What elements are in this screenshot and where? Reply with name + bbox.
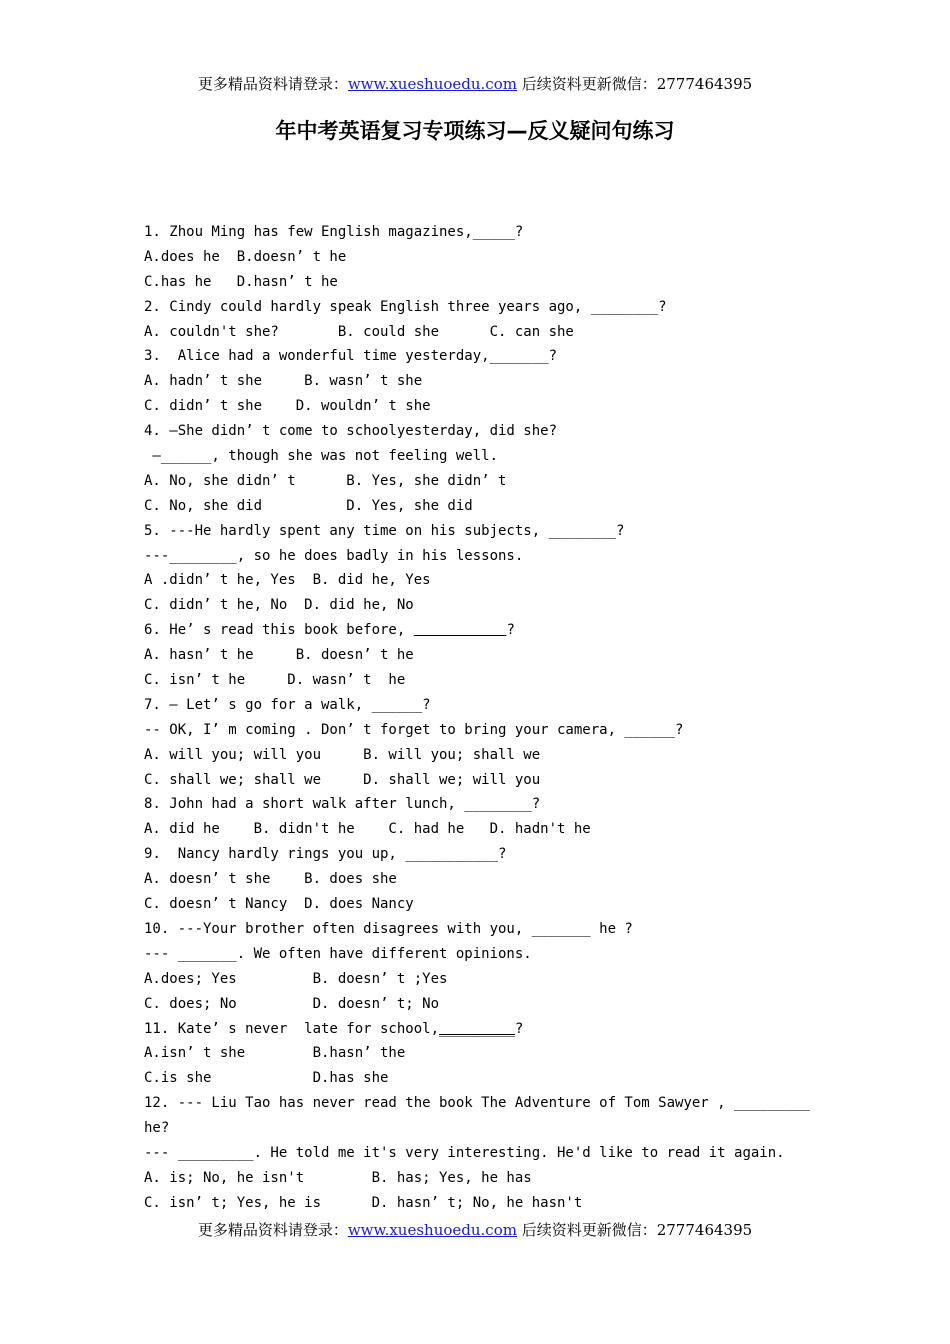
question-line	[144, 245, 814, 270]
question-line	[144, 220, 814, 245]
page-header	[0, 74, 950, 94]
footer-prefix: 更多精品资料请登录：	[197, 1221, 348, 1239]
line-text: C. isn’ t; Yes, he is D. hasn’ t; No, he hasn't	[144, 1194, 583, 1211]
line-text: --- _______. We often have different opinions.	[144, 945, 532, 962]
line-text: 9. Nancy hardly rings you up, ___________?	[144, 846, 507, 863]
question-line	[144, 344, 814, 369]
header-prefix: 更多精品资料请登录：	[197, 75, 348, 93]
line-text: C. didn’ t she D. wouldn’ t she	[144, 398, 431, 415]
page-footer	[0, 1220, 950, 1240]
question-line	[144, 792, 814, 817]
question-line	[144, 369, 814, 394]
question-line	[144, 768, 814, 793]
line-text: A.does; Yes B. doesn’ t ;Yes	[144, 970, 448, 987]
line-text: C. shall we; shall we D. shall we; will you	[144, 771, 541, 788]
line-text-end: ?	[514, 1020, 524, 1037]
footer-url-link[interactable]: www.xueshuoedu.com	[347, 1221, 517, 1239]
question-line	[144, 668, 814, 693]
question-line	[144, 1116, 814, 1141]
line-text: C. No, she did D. Yes, she did	[144, 497, 473, 514]
question-line	[144, 892, 814, 917]
line-text: A. hasn’ t he B. doesn’ t he	[144, 647, 414, 664]
question-list	[144, 220, 814, 1216]
line-text: A. hadn’ t she B. wasn’ t she	[144, 373, 423, 390]
line-text: A.isn’ t she B.hasn’ the	[144, 1045, 406, 1062]
question-line	[144, 270, 814, 295]
line-text: C. does; No D. doesn’ t; No	[144, 995, 440, 1012]
line-text: 10. ---Your brother often disagrees with you, _______ he ?	[144, 920, 633, 937]
question-line	[144, 718, 814, 743]
question-line	[144, 1041, 814, 1066]
question-line	[144, 593, 814, 618]
question-line	[144, 394, 814, 419]
line-text: ---________, so he does badly in his lessons.	[144, 547, 524, 564]
question-line	[144, 992, 814, 1017]
question-line	[144, 618, 814, 643]
question-line	[144, 419, 814, 444]
line-text: C. isn’ t he D. wasn’ t he	[144, 672, 406, 689]
line-text: A. No, she didn’ t B. Yes, she didn’ t	[144, 472, 507, 489]
question-line	[144, 693, 814, 718]
line-text: A .didn’ t he, Yes B. did he, Yes	[144, 572, 431, 589]
question-line	[144, 519, 814, 544]
line-text: 1. Zhou Ming has few English magazines,_____?	[144, 224, 524, 240]
line-text: he?	[144, 1120, 170, 1137]
line-text: C.is she D.has she	[144, 1070, 389, 1087]
question-line	[144, 568, 814, 593]
footer-suffix: 后续资料更新微信：2777464395	[516, 1221, 753, 1239]
line-text: A. couldn't she? B. could she C. can she	[144, 323, 574, 340]
line-text: C. didn’ t he, No D. did he, No	[144, 597, 414, 614]
question-line	[144, 469, 814, 494]
line-text-end: ?	[506, 622, 515, 639]
question-line	[144, 1141, 814, 1166]
document-title: 年中考英语复习专项练习—反义疑问句练习	[275, 119, 675, 143]
question-line	[144, 295, 814, 320]
question-line	[144, 643, 814, 668]
question-line	[144, 1017, 814, 1042]
question-line	[144, 544, 814, 569]
line-text: 4. –She didn’ t come to schoolyesterday, did she?	[144, 423, 558, 440]
line-text: 2. Cindy could hardly speak English three years ago, ________?	[144, 298, 667, 315]
question-line	[144, 867, 814, 892]
line-text: 8. John had a short walk after lunch, ________?	[144, 796, 541, 813]
line-text: 3. Alice had a wonderful time yesterday,_______?	[144, 348, 558, 365]
header-suffix: 后续资料更新微信：2777464395	[516, 75, 753, 93]
question-line	[144, 1166, 814, 1191]
answer-blank: _________	[439, 1020, 515, 1037]
question-line	[144, 942, 814, 967]
line-text: C.has he D.hasn’ t he	[144, 273, 338, 290]
line-text: --- _________. He told me it's very interesting. He'd like to read it again.	[144, 1144, 785, 1161]
line-text: A. is; No, he isn't B. has; Yes, he has	[144, 1169, 532, 1186]
question-line	[144, 1066, 814, 1091]
line-text: 6. He’ s read this book before,	[144, 622, 414, 639]
line-text: A. doesn’ t she B. does she	[144, 871, 397, 888]
answer-blank	[414, 622, 507, 638]
line-text: A. will you; will you B. will you; shall we	[144, 746, 541, 763]
line-text: A. did he B. didn't he C. had he D. hadn't he	[144, 821, 591, 838]
question-line	[144, 494, 814, 519]
question-line	[144, 444, 814, 469]
line-text: 12. --- Liu Tao has never read the book The Adventure of Tom Sawyer , _________	[144, 1095, 810, 1112]
line-text: –______, though she was not feeling well.	[144, 448, 499, 465]
question-line	[144, 917, 814, 942]
question-line	[144, 1091, 814, 1116]
line-text: -- OK, I’ m coming . Don’ t forget to bring your camera, ______?	[144, 721, 684, 738]
line-text: 5. ---He hardly spent any time on his subjects, ________?	[144, 522, 625, 539]
question-line	[144, 967, 814, 992]
question-line	[144, 1191, 814, 1216]
question-line	[144, 743, 814, 768]
line-text: A.does he B.doesn’ t he	[144, 248, 347, 265]
line-text: 11. Kate’ s never late for school,	[144, 1020, 440, 1037]
header-url-link[interactable]: www.xueshuoedu.com	[347, 75, 517, 93]
line-text: C. doesn’ t Nancy D. does Nancy	[144, 896, 414, 913]
line-text: 7. – Let’ s go for a walk, ______?	[144, 696, 431, 713]
question-line	[144, 817, 814, 842]
question-line	[144, 320, 814, 345]
question-line	[144, 842, 814, 867]
